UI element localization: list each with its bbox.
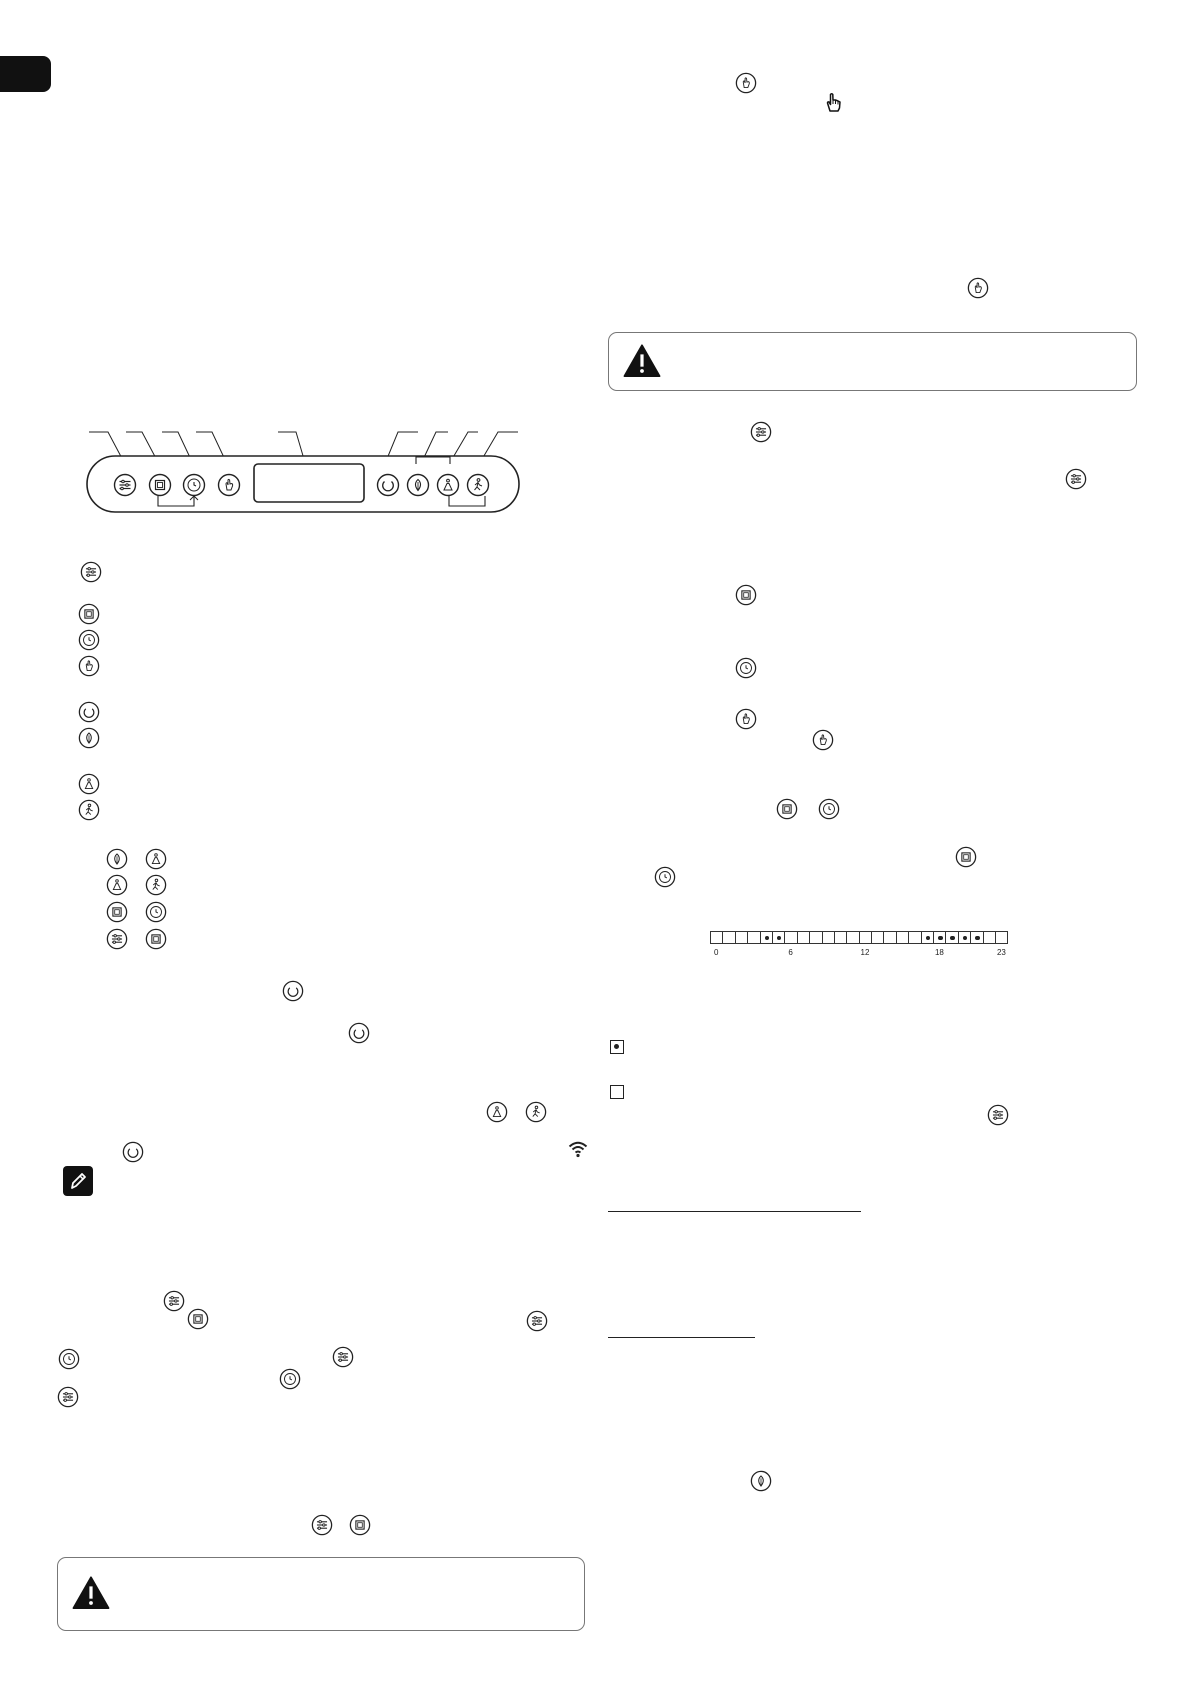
hand-swipe-icon xyxy=(735,72,757,94)
hour-cell xyxy=(822,931,835,944)
sliders-icon xyxy=(1065,468,1087,490)
hour-cell xyxy=(859,931,872,944)
active-hour-legend-box xyxy=(610,1040,624,1054)
square-mode-icon xyxy=(349,1514,371,1536)
pencil-note-icon xyxy=(63,1166,93,1196)
warning-box xyxy=(608,332,1137,391)
sliders-icon xyxy=(332,1346,354,1368)
hour-cell xyxy=(970,931,983,944)
person-walk-icon xyxy=(145,874,167,896)
hand-swipe-icon xyxy=(967,277,989,299)
hour-cell xyxy=(722,931,735,944)
hour-cell xyxy=(760,931,773,944)
sliders-icon xyxy=(750,421,772,443)
person-icon xyxy=(145,848,167,870)
clock-icon xyxy=(279,1368,301,1390)
sliders-icon xyxy=(163,1290,185,1312)
section-rule xyxy=(608,1337,755,1338)
hour-timeline xyxy=(710,931,1007,956)
hand-swipe-icon xyxy=(78,655,100,677)
person-icon xyxy=(486,1101,508,1123)
clock-icon xyxy=(145,901,167,923)
square-mode-icon xyxy=(776,798,798,820)
hour-cell xyxy=(735,931,748,944)
sliders-icon xyxy=(987,1104,1009,1126)
square-mode-icon xyxy=(78,603,100,625)
hour-cell xyxy=(945,931,958,944)
leaf-icon xyxy=(78,727,100,749)
hour-cell xyxy=(871,931,884,944)
clock-icon xyxy=(78,629,100,651)
leaf-icon xyxy=(106,848,128,870)
hand-swipe-icon xyxy=(735,708,757,730)
hour-cell xyxy=(883,931,896,944)
inactive-hour-legend-box xyxy=(610,1085,624,1099)
hour-cell xyxy=(921,931,934,944)
sliders-icon xyxy=(526,1310,548,1332)
clock-icon xyxy=(654,866,676,888)
square-mode-icon xyxy=(955,846,977,868)
clock-icon xyxy=(58,1348,80,1370)
control-panel-diagram xyxy=(86,430,522,516)
clock-icon xyxy=(735,657,757,679)
hour-cell xyxy=(933,931,946,944)
sliders-icon xyxy=(106,928,128,950)
square-mode-icon xyxy=(145,928,167,950)
square-mode-icon xyxy=(187,1308,209,1330)
hour-cell xyxy=(797,931,810,944)
hour-cell xyxy=(747,931,760,944)
power-icon xyxy=(282,980,304,1002)
hour-tick-label: 6 xyxy=(788,948,793,957)
hour-cell xyxy=(995,931,1008,944)
hour-cell xyxy=(834,931,847,944)
sliders-icon xyxy=(80,561,102,583)
person-icon xyxy=(78,773,100,795)
power-icon xyxy=(122,1141,144,1163)
sliders-icon xyxy=(311,1514,333,1536)
hour-cell xyxy=(983,931,996,944)
sliders-icon xyxy=(57,1386,79,1408)
hour-tick-label: 18 xyxy=(934,948,944,957)
hand-swipe-icon xyxy=(812,729,834,751)
hour-tick-label: 12 xyxy=(860,948,870,957)
wifi-icon xyxy=(568,1140,588,1158)
square-mode-icon xyxy=(735,584,757,606)
pointer-hand-icon xyxy=(825,92,843,112)
hour-cell xyxy=(846,931,859,944)
warning-box xyxy=(57,1557,585,1631)
leaf-icon xyxy=(750,1470,772,1492)
hour-cell xyxy=(908,931,921,944)
power-icon xyxy=(348,1022,370,1044)
hour-cell xyxy=(772,931,785,944)
person-walk-icon xyxy=(78,799,100,821)
hour-cell xyxy=(809,931,822,944)
hour-cell xyxy=(896,931,909,944)
clock-icon xyxy=(818,798,840,820)
power-icon xyxy=(78,701,100,723)
warning-triangle-icon xyxy=(72,1576,110,1610)
hour-cell xyxy=(958,931,971,944)
person-icon xyxy=(106,874,128,896)
hour-cell xyxy=(784,931,797,944)
hour-cell xyxy=(710,931,723,944)
warning-triangle-icon xyxy=(623,344,661,378)
language-tab xyxy=(0,56,51,92)
square-mode-icon xyxy=(106,901,128,923)
hour-tick-label: 23 xyxy=(996,948,1006,957)
hour-tick-label: 0 xyxy=(713,948,719,957)
person-walk-icon xyxy=(525,1101,547,1123)
section-rule xyxy=(608,1211,861,1212)
